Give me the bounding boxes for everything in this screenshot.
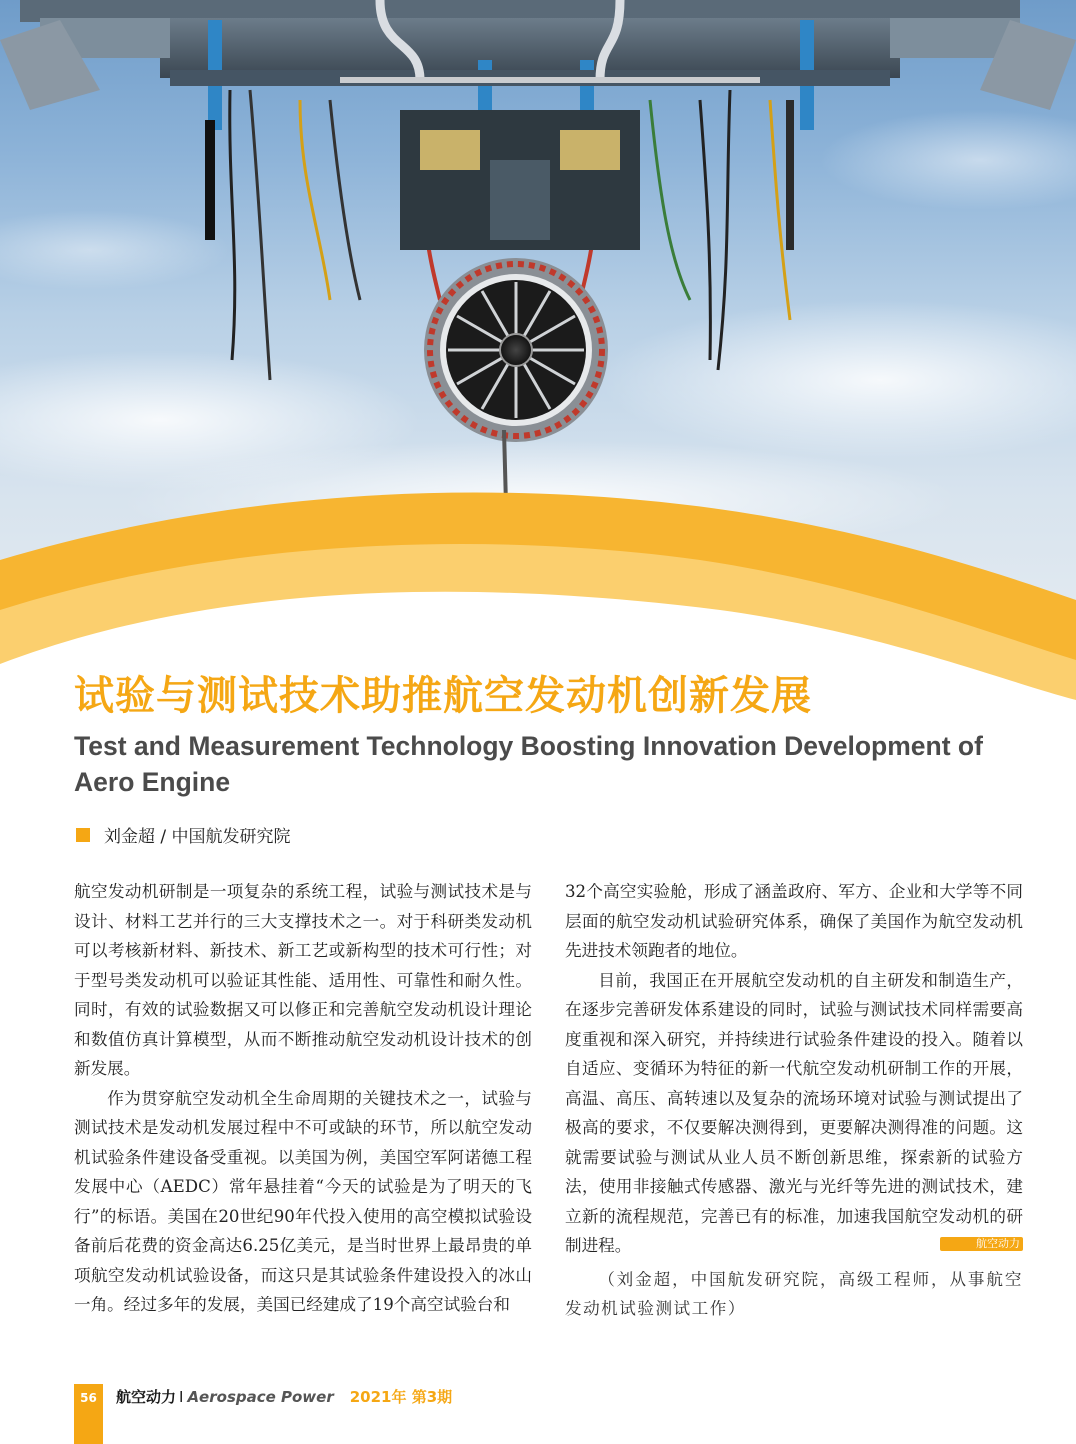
page-number: 56: [80, 1391, 97, 1405]
running-footer: [116, 1386, 452, 1407]
engine-test-rig-illustration: [0, 0, 1076, 700]
magazine-name-cn: 航空动力: [116, 1388, 177, 1406]
article-title-cn: 试验与测试技术助推航空发动机创新发展: [74, 673, 812, 719]
paragraph: [565, 966, 1023, 1261]
paragraph-text: 目前，我国正在开展航空发动机的自主研发和制造生产，在逐步完善研发体系建设的同时，试验与测试技术同样需要高度重视和深入研究，并持续进行试验条件建设的投入。随着以自适应、变循环为特征的新一代航空发动机研制工作的开展，高温、高压、高转速以及复杂的流场环境对试验与测试提出了极高的要求，不仅要解决测得到，更要解决测得准的问题。这就需要试验与测试从业人员不断创新思维，探索新的试验方法，使用非接触式传感器、激光与光纤等先进的测试技术，建立新的流程规范，完善已有的标准，加速我国航空发动机的研制进程。: [565, 970, 1023, 1255]
hero-photo: [0, 0, 1076, 700]
magazine-name-en: Aerospace Power: [187, 1388, 334, 1406]
article-title-en: Test and Measurement Technology Boosting Innovation Development of Aero Engine: [74, 731, 983, 797]
footer-separator: I: [179, 1388, 184, 1406]
paragraph: 32个高空实验舱，形成了涵盖政府、军方、企业和大学等不同层面的航空发动机试验研究体系，确保了美国作为航空发动机先进技术领跑者的地位。: [565, 882, 1023, 960]
bullet-square-icon: [76, 828, 90, 842]
author-bio: （刘金超，中国航发研究院，高级工程师，从事航空发动机试验测试工作）: [565, 1269, 1023, 1318]
byline: [76, 822, 291, 847]
end-mark-logo: 航空动力: [940, 1237, 1023, 1251]
body-column-left: [74, 877, 532, 1320]
paragraph: 作为贯穿航空发动机全生命周期的关键技术之一，试验与测试技术是发动机发展过程中不可或缺的环节，所以航空发动机试验条件建设备受重视。以美国为例，美国空军阿诺德工程发展中心（AEDC）常年悬挂着“今天的试验是为了明天的飞行”的标语。美国在20世纪90年代投入使用的高空模拟试验设备前后花费的资金高达6.25亿美元，是当时世界上最昂贵的单项航空发动机试验设备，而这只是其试验条件建设投入的冰山一角。经过多年的发展，美国已经建成了19个高空试验台和: [74, 1088, 532, 1314]
body-column-right: [565, 877, 1023, 1324]
author-affiliation: 刘金超 / 中国航发研究院: [104, 827, 291, 847]
paragraph: 航空发动机研制是一项复杂的系统工程，试验与测试技术是与设计、材料工艺并行的三大支撑技术之一。对于科研类发动机可以考核新材料、新技术、新工艺或新构型的技术可行性；对于型号类发动机可以验证其性能、适用性、可靠性和耐久性。同时，有效的试验数据又可以修正和完善航空发动机设计理论和数值仿真计算模型，从而不断推动航空发动机设计技术的创新发展。: [74, 882, 532, 1078]
issue-label: 2021年 第3期: [349, 1388, 453, 1406]
